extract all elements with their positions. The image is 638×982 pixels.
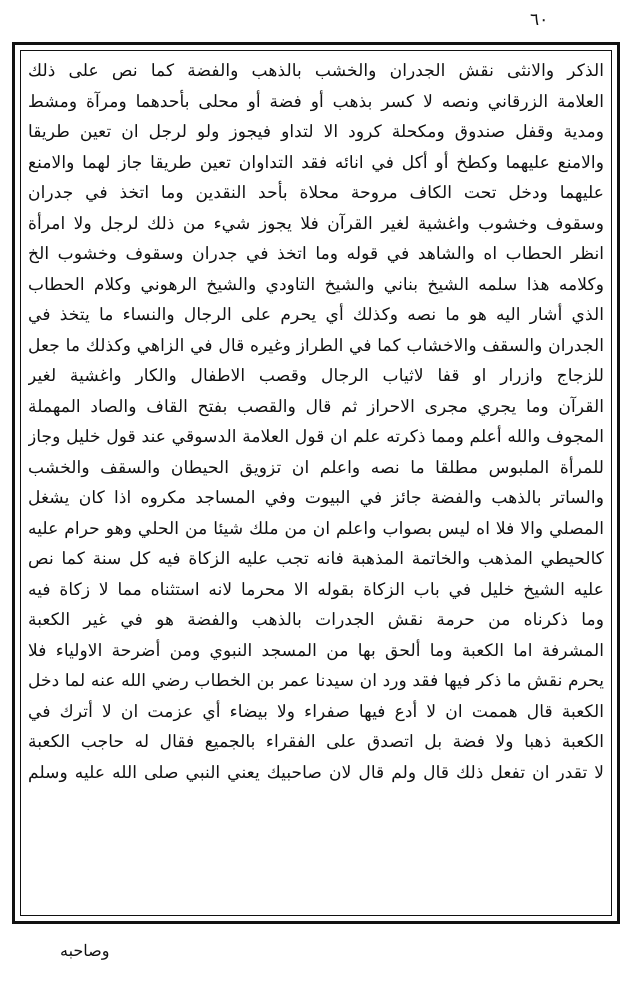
text-line-18: عليه الشيخ خليل في باب الزكاة بقوله الا محرما لانه استثناه مما لا زكاة فيه <box>28 579 604 600</box>
text-line-3: ومدية وقفل صندوق ومكحلة كرود الا لتداو فيجوز ولو لرجل ان تعين طريقا <box>28 122 604 142</box>
text-line-7: انظر الحطاب اه والشاهد في قوله وما اتخذ في جدران وسقوف وخشوب الخ <box>28 244 604 264</box>
text-line-8: وكلامه هذا سلمه الشيخ بناني والشيخ التاودي والشيخ الرهوني وكلام الحطاب <box>28 274 604 295</box>
text-line-12: القرآن وما يجري مجرى الاحراز ثم قال والقصب بفتح القاف والصاد المهملة <box>28 396 604 417</box>
page-number: ٦٠ <box>530 10 549 30</box>
text-line-1: الذكر والانثى نقش الجدران والخشب بالذهب والفضة كما نص على ذلك <box>28 61 604 81</box>
text-line-2: العلامة الزرقاني ونصه لا كسر بذهب أو فضة أو محلى بأحدهما ومرآة ومشط <box>28 91 604 112</box>
text-line-23: الكعبة ذهبا ولا فضة بل اتصدق على الفقراء بالجميع فقال له حاجب الكعبة <box>28 732 604 752</box>
text-line-10: الجدران والسقف والاخشاب كما في الطراز وغيره قال في الزاهي وكذلك ما جعل <box>28 335 604 356</box>
text-line-4: والامنع عليهما وكطخ أو أكل في انائه فقد التداوان تعين طريقا جاز لهما والامنع <box>28 152 604 173</box>
text-line-17: كالحيطي المذهب والخاتمة المذهبة فانه تجب عليه الزكاة فيه كل سنة كما نص <box>28 549 604 569</box>
text-line-14: للمرأة الملبوس مطلقا ما نصه واعلم ان تزويق الحيطان والسقف والخشب <box>28 457 604 478</box>
text-line-19: وما ذكرناه من حرمة نقش الجدرات بالذهب والفضة هو في غير الكعبة <box>28 610 604 630</box>
main-text-block <box>28 56 604 912</box>
text-line-20: المشرفة اما الكعبة وما ألحق بها من المسجد النبوي ومن أضرحة الاولياء فلا <box>28 640 604 661</box>
catchword: وصاحبه <box>60 941 110 960</box>
text-line-16: المصلي والا فلا اه ليس بصواب واعلم ان من ملك شيئا من الحلي وهو حرام عليه <box>28 518 604 539</box>
text-line-21: يحرم نقش ما ذكر فيها فقد ورد ان سيدنا عمر بن الخطاب رضي الله عنه لما دخل <box>28 671 604 691</box>
text-line-24: لا تقدر ان تفعل ذلك قال ولم قال لان صاحبيك يعني النبي صلى الله عليه وسلم <box>28 762 604 783</box>
text-line-22: الكعبة قال هممت ان لا أدع فيها صفراء ولا بيضاء أي عزمت ان لا أترك في <box>28 701 604 722</box>
text-line-6: وسقوف وخشوب واغشية لغير القرآن فلا يجوز شيء من ذلك لرجل ولا امرأة <box>28 213 604 234</box>
text-line-9: الذي أشار اليه هو ما نصه وكذلك أي يحرم على الرجال والنساء ما يتخذ في <box>28 305 604 325</box>
text-line-15: والساتر بالذهب والفضة جائز في البيوت وفي المساجد مكروه اذا كان يشغل <box>28 488 604 508</box>
text-line-5: عليهما ودخل تحت الكاف مروحة محلاة بأحد النقدين وما اتخذ في جدران <box>28 183 604 203</box>
text-line-13: المجوف والله أعلم ومما ذكرته علم ان قول العلامة الدسوقي عند قول خليل وجاز <box>28 427 604 447</box>
text-line-11: للزجاج وازرار او قفا لاثياب الرجال وقصب الاطفال والكار واغشية لغير <box>28 366 604 386</box>
